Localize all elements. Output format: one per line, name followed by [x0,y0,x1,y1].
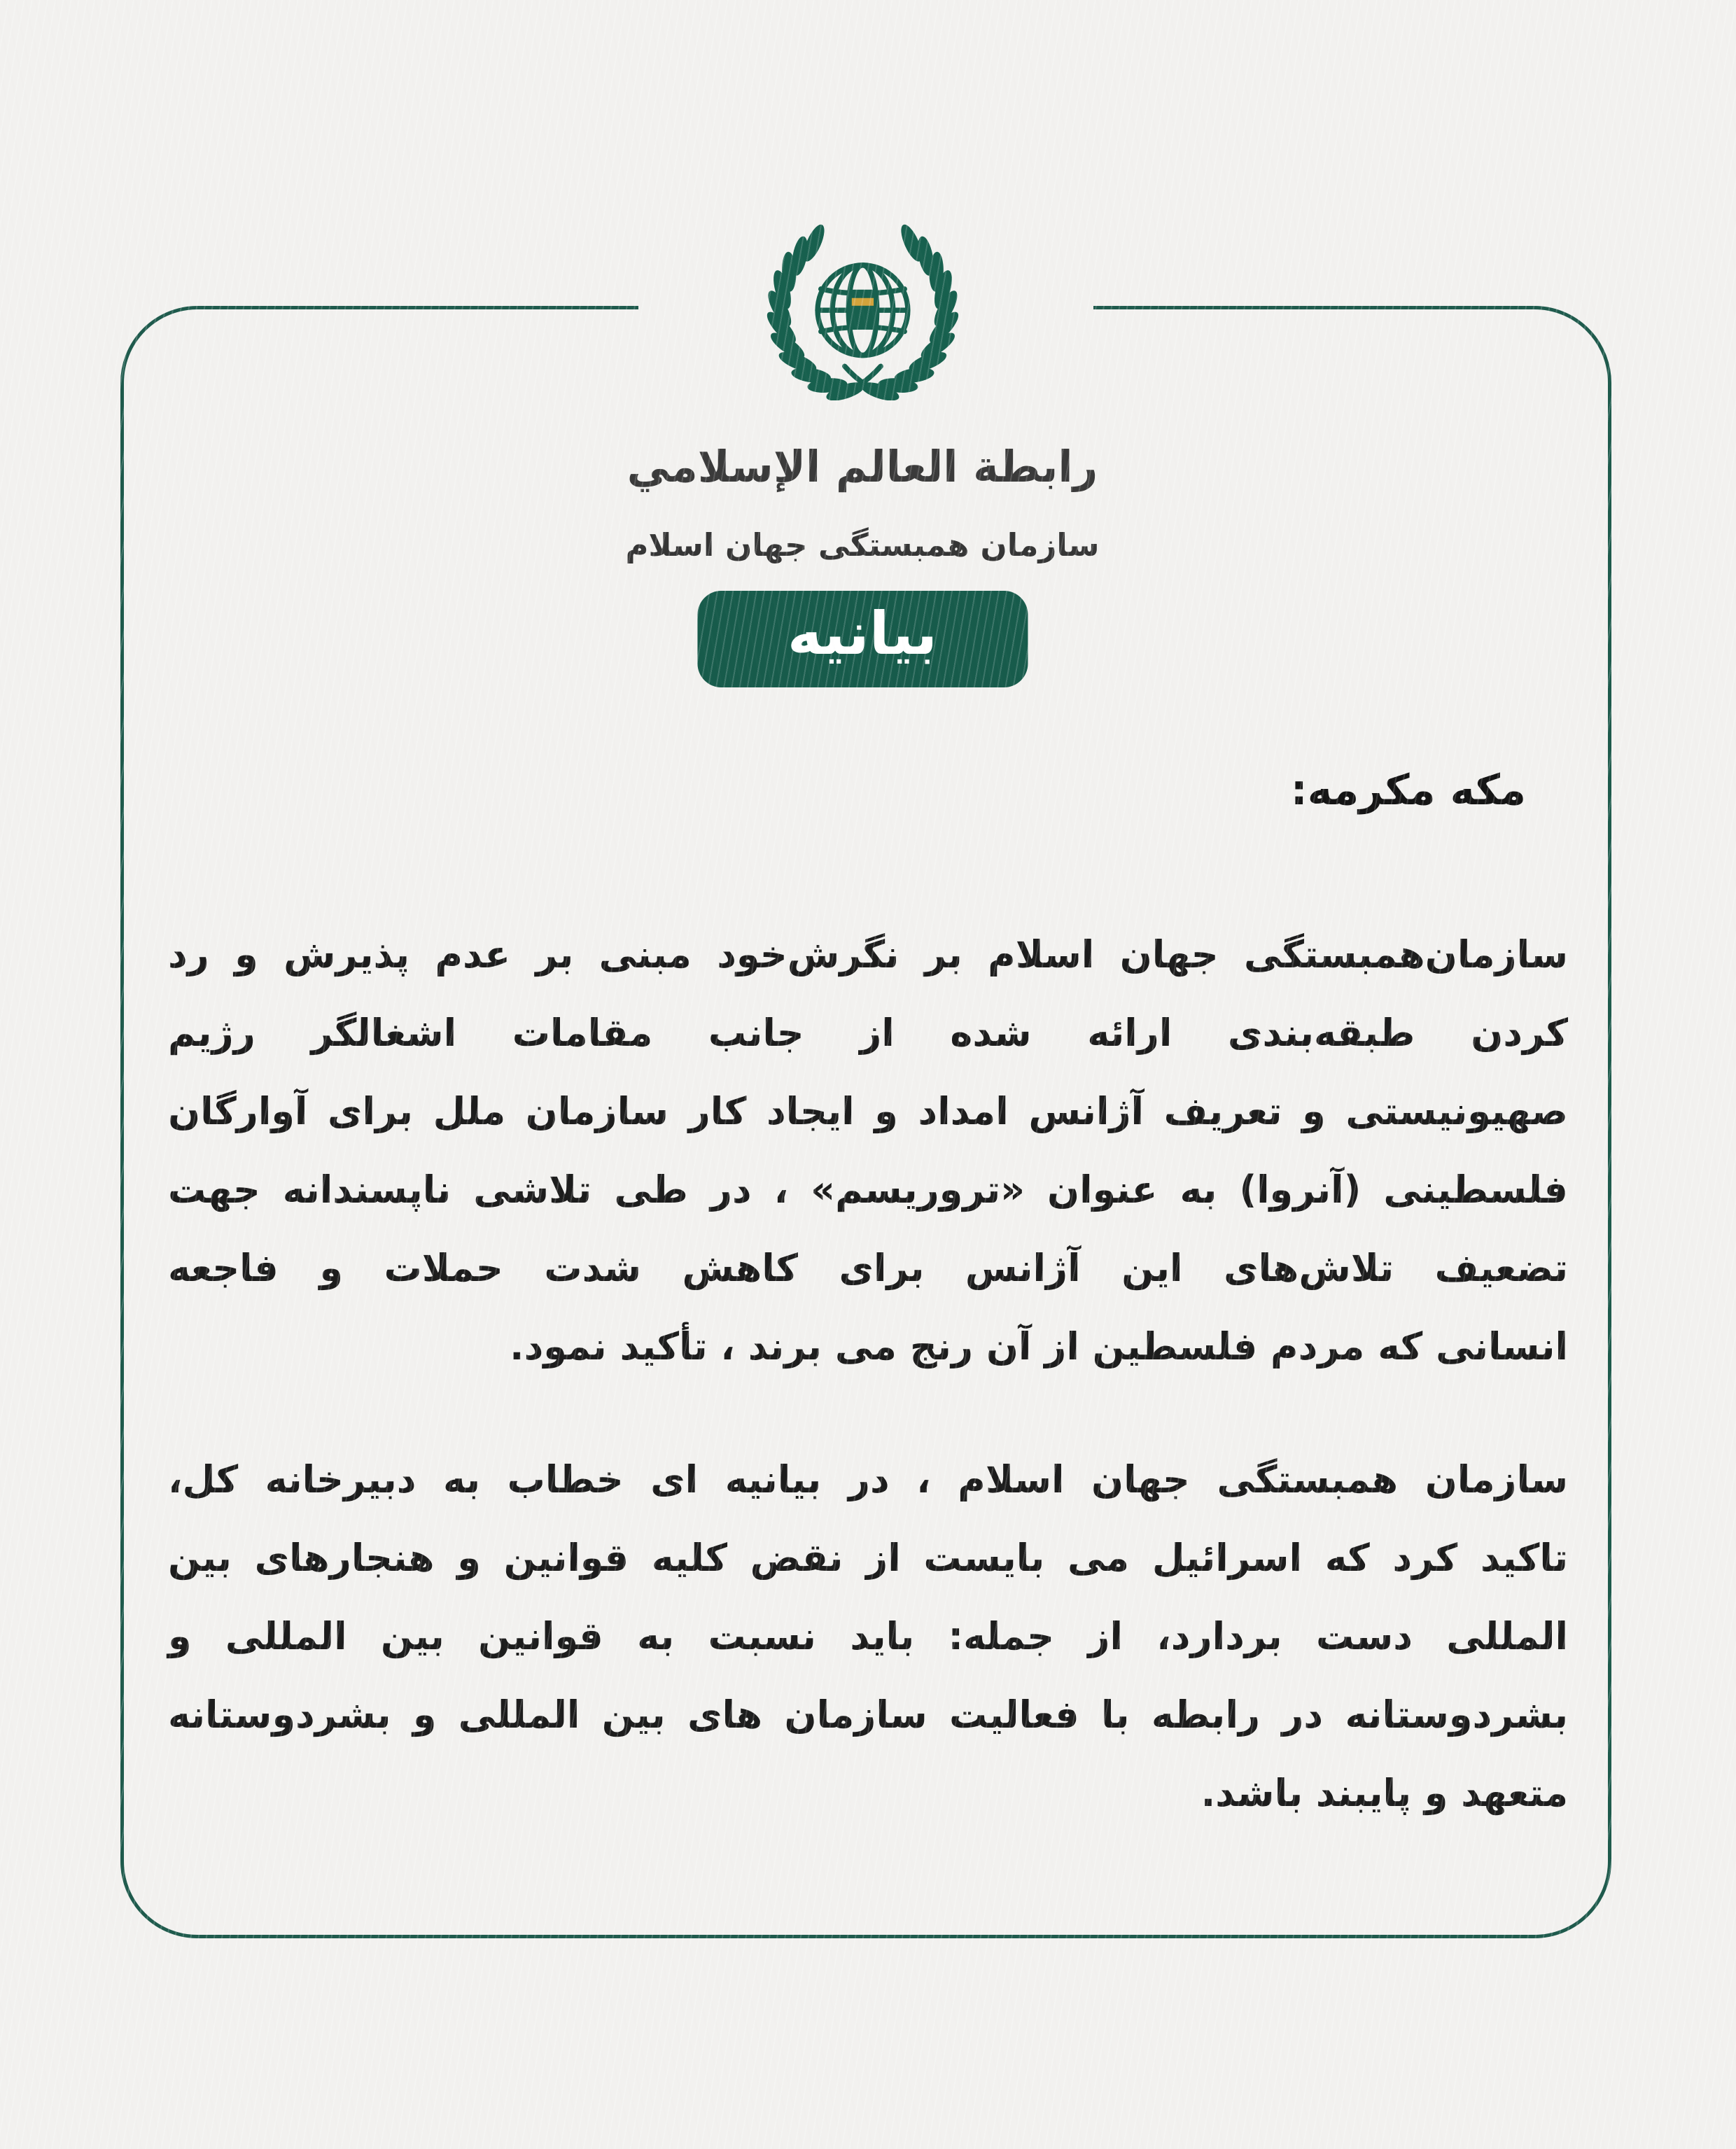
brand-header [625,207,1099,687]
brand-organization-name: سازمان همبستگی جهان اسلام [625,526,1100,564]
kaaba-icon [848,290,876,330]
paragraph-1 [168,916,1568,1386]
paragraph-line: فلسطینی (آنروا) به عنوان «تروریسم» ، در طی تلاشی ناپسندانه جهت [168,1168,1568,1212]
muslim-world-league-logo [766,207,959,400]
paragraph-line: سازمان همبستگی جهان اسلام ، در بیانیه ای خطاب به دبیرخانه کل، [168,1457,1568,1502]
statement-banner-label: بیانیه [787,599,938,668]
paragraph-line: سازمان‌همبستگی جهان اسلام بر نگرش‌خود مبنی بر عدم پذیرش و رد [168,932,1568,976]
paragraph-line: تضعیف تلاش‌های این آژانس برای کاهش شدت حملات و فاجعه [168,1246,1568,1290]
paragraph-line: کردن طبقه‌بندی ارائه شده از جانب مقامات اشغالگر رژیم [168,1011,1568,1055]
paragraph-line: بشردوستانه در رابطه با فعالیت سازمان های بین المللی و بشردوستانه [168,1693,1568,1737]
statement-banner [697,591,1028,687]
paragraph-line: انسانی که مردم فلسطین از آن رنج می برند ، تأکید نمود. [510,1324,1568,1368]
dateline-heading: مکه مکرمه: [1290,766,1526,815]
paragraph-line: صهیونیستی و تعریف آژانس امداد و ایجاد کار سازمان ملل برای آوارگان [168,1089,1568,1133]
brand-calligraphy-arabic: رابطة العالم الإسلامي [626,441,1098,492]
statement-body [168,735,1568,1833]
paragraph-line: متعهد و پایبند باشد. [1200,1771,1568,1815]
paragraph-line: المللی دست بردارد، از جمله: باید نسبت به قوانین بین المللی و [168,1614,1568,1658]
paragraph-line: تاکید کرد که اسرائیل می بایست از نقض کلیه قوانین و هنجارهای بین [168,1536,1568,1580]
paragraph-2 [168,1441,1568,1833]
